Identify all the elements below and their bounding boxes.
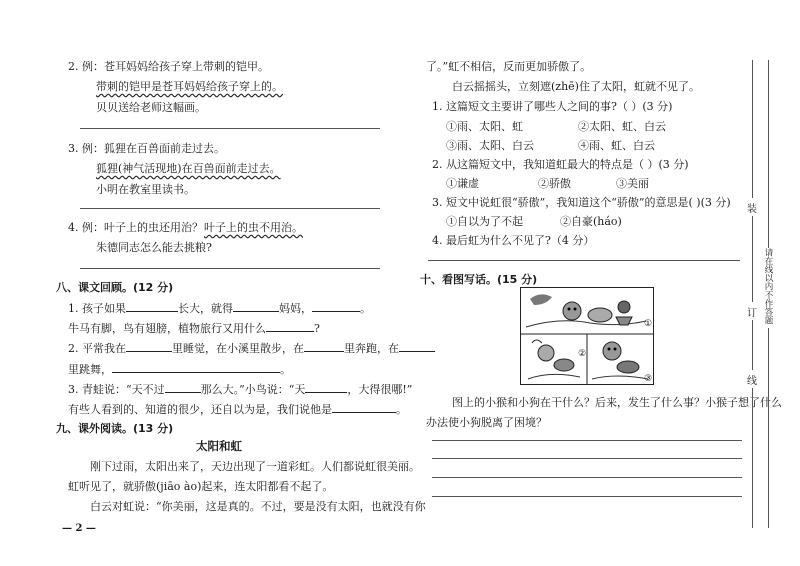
q3-example: 3. 例：狐狸在百兽面前走过去。 <box>68 142 225 155</box>
rq3-option-a[interactable]: ①自以为了不起 <box>446 215 523 228</box>
writing-prompt-1: 图上的小猴和小狗在干什么？后来，发生了什么事？小猴子想了什么 <box>452 396 782 409</box>
binding-line-mid <box>752 216 753 302</box>
section9-title: 九、课外阅读。(13 分) <box>56 422 174 435</box>
passage-title: 太阳和虹 <box>196 439 242 453</box>
blank[interactable] <box>312 299 360 312</box>
notice-box <box>760 248 776 328</box>
rq1: 1. 这篇短文主要讲了哪些人之间的事?（ ）(3 分) <box>432 100 673 113</box>
blank[interactable] <box>266 319 314 332</box>
rq3-option-b[interactable]: ②自豪(háo) <box>560 215 622 228</box>
passage-p3: 白云对虹说：“你美丽，这是真的。不过，要是没有太阳，也就没有你 <box>90 500 426 513</box>
q2-answer-line[interactable] <box>80 128 380 129</box>
rq1-option-d[interactable]: ④雨、虹、白云 <box>578 139 655 152</box>
s8-q1-line2: 牛马有脚，鸟有翅膀，植物旅行又用什么 ? <box>68 319 320 336</box>
page-number: — 2 — <box>62 523 96 534</box>
rq2: 2. 从这篇短文中，我知道虹最大的特点是（ ）(3 分) <box>432 158 689 171</box>
q4-rewrite: 叶子上的虫不用治。 <box>204 221 303 234</box>
binding-line-top <box>752 60 753 198</box>
q3-task: 小明在教室里读书。 <box>96 183 195 196</box>
comic-illustration <box>520 287 654 385</box>
blank[interactable] <box>304 339 344 352</box>
rq4: 4. 最后虹为什么不见了?（4 分） <box>432 234 595 247</box>
q3-rewrite: 狐狸(神气活现地)在百兽面前走过去。 <box>96 162 281 175</box>
q2-example: 2. 例：苍耳妈妈给孩子穿上带刺的铠甲。 <box>68 60 269 73</box>
panel-label-1: ① <box>644 319 653 329</box>
binding-char-1: 装 <box>747 204 757 215</box>
binding-char-2: 订 <box>747 308 757 319</box>
s8-q2-line2: 里跳舞， 。 <box>68 360 291 377</box>
writing-line[interactable] <box>432 496 742 497</box>
rq4-answer-line[interactable] <box>428 260 740 261</box>
q4-answer-line[interactable] <box>80 268 380 269</box>
binding-notice: 请在线以内不作答题 <box>763 248 773 325</box>
rq3: 3. 短文中说虹很“骄傲”，我知道这个“骄傲”的意思是( )(3 分) <box>432 196 731 209</box>
blank[interactable] <box>332 400 396 413</box>
s8-q2-line1: 2. 平常我在 里睡觉，在小溪里散步，在 里奔跑，在 <box>68 339 435 356</box>
writing-line[interactable] <box>432 458 742 459</box>
rq2-option-b[interactable]: ②骄傲 <box>538 177 571 190</box>
blank[interactable] <box>233 299 279 312</box>
section8-title: 八、课文回顾。(12 分) <box>56 281 174 294</box>
writing-line[interactable] <box>432 440 742 441</box>
panel-label-3: ③ <box>644 374 653 384</box>
q3-answer-line[interactable] <box>80 208 380 209</box>
binding-char-3: 线 <box>747 376 757 387</box>
s8-q3-line2: 有些人看到的、知道的很少，还自以为是，我们说他是 。 <box>68 400 407 417</box>
q4-task: 朱德同志怎么能去挑粮? <box>96 241 212 254</box>
blank[interactable] <box>126 339 172 352</box>
passage-p4: 了。”虹不相信，反而更加骄傲了。 <box>426 60 592 73</box>
q2-rewrite: 带刺的铠甲是苍耳妈妈给孩子穿上的。 <box>96 80 283 93</box>
q4-example: 4. 例：叶子上的虫还用治？ <box>68 221 203 234</box>
blank[interactable] <box>399 339 435 352</box>
binding-line-bottom <box>752 388 753 528</box>
rq1-option-c[interactable]: ③雨、太阳、白云 <box>446 139 534 152</box>
rq1-option-a[interactable]: ①雨、太阳、虹 <box>446 120 523 133</box>
blank[interactable] <box>165 380 201 393</box>
passage-p5: 白云摇摇头，立刻遮(zhē)住了太阳，虹就不见了。 <box>452 80 700 93</box>
passage-p1: 刚下过雨，太阳出来了，天边出现了一道彩虹。人们都说虹很美丽。 <box>90 460 420 473</box>
rq2-option-c[interactable]: ③美丽 <box>616 177 649 190</box>
writing-line[interactable] <box>432 477 742 478</box>
q2-task: 贝贝送给老师这幅画。 <box>96 101 206 114</box>
blank[interactable] <box>112 360 280 373</box>
blank[interactable] <box>126 299 178 312</box>
rq1-option-b[interactable]: ②太阳、虹、白云 <box>578 120 666 133</box>
section10-title: 十、看图写话。(15 分) <box>420 273 538 286</box>
panel-label-2: ② <box>578 349 587 359</box>
passage-p2: 虹听见了，就骄傲(jiāo ào)起来，连太阳都看不起了。 <box>68 480 334 493</box>
rq2-option-a[interactable]: ①谦虚 <box>446 177 479 190</box>
binding-line-low <box>752 320 753 370</box>
blank[interactable] <box>305 380 347 393</box>
s8-q1-line1: 1. 孩子如果 长大，就得 妈妈， 。 <box>68 299 371 316</box>
s8-q3-line1: 3. 青蛙说：“天不过 那么大。”小鸟说：“天 ，大得很哪!” <box>68 380 412 397</box>
writing-prompt-2: 办法使小狗脱离了困境？ <box>426 416 547 429</box>
